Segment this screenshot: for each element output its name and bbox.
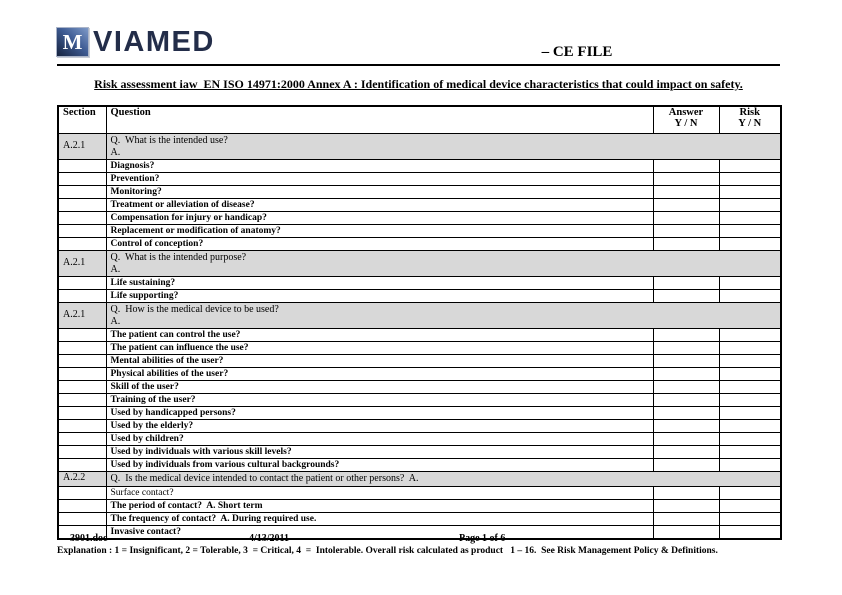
- footer-page-number: Page 1 of 6: [459, 533, 506, 544]
- answer-cell: [653, 238, 719, 251]
- section-cell-empty: [58, 499, 106, 512]
- section-cell-empty: [58, 446, 106, 459]
- risk-cell: [719, 186, 781, 199]
- item-question-cell: The patient can control the use?: [106, 329, 653, 342]
- risk-cell: [719, 420, 781, 433]
- column-header-answer-sub: Y / N: [674, 118, 698, 129]
- question-cell: [106, 472, 781, 487]
- assessment-table-body: [58, 134, 781, 539]
- risk-cell: [719, 355, 781, 368]
- section-cell-empty: [58, 486, 106, 499]
- table-header: [58, 106, 781, 134]
- item-question-cell: Used by individuals from various cultural backgrounds?: [106, 459, 653, 472]
- item-question-cell: Skill of the user?: [106, 381, 653, 394]
- risk-cell: [719, 290, 781, 303]
- answer-cell: [653, 199, 719, 212]
- question-row: [58, 251, 781, 277]
- item-question-cell: Invasive contact?: [106, 525, 653, 539]
- item-row: [58, 407, 781, 420]
- risk-cell: [719, 212, 781, 225]
- column-header-answer: [653, 106, 719, 134]
- risk-cell: [719, 368, 781, 381]
- item-question-cell: Mental abilities of the user?: [106, 355, 653, 368]
- item-question-cell: Used by children?: [106, 433, 653, 446]
- risk-cell: [719, 381, 781, 394]
- question-text: Q. What is the intended use?: [110, 135, 228, 146]
- answer-cell: [653, 173, 719, 186]
- item-row: [58, 342, 781, 355]
- item-question-cell: Diagnosis?: [106, 160, 653, 173]
- item-question-cell: The period of contact? A. Short term: [106, 499, 653, 512]
- section-cell-empty: [58, 277, 106, 290]
- risk-cell: [719, 499, 781, 512]
- risk-cell: [719, 342, 781, 355]
- item-row: [58, 238, 781, 251]
- section-cell: A.2.1: [58, 251, 106, 277]
- item-question-cell: Surface contact?: [106, 486, 653, 499]
- risk-cell: [719, 486, 781, 499]
- item-question-cell: Compensation for injury or handicap?: [106, 212, 653, 225]
- item-row: [58, 186, 781, 199]
- section-cell-empty: [58, 459, 106, 472]
- item-question-cell: Replacement or modification of anatomy?: [106, 225, 653, 238]
- item-question-cell: Training of the user?: [106, 394, 653, 407]
- item-row: [58, 290, 781, 303]
- item-question-cell: The frequency of contact? A. During required use.: [106, 512, 653, 525]
- footer-explanation: Explanation : 1 = Insignificant, 2 = Tolerable, 3 = Critical, 4 = Intolerable. Overall risk calculated as product 1 – 16. See Risk Management Policy & Definitions.: [57, 546, 718, 556]
- question-text: Q. How is the medical device to be used?: [110, 304, 279, 315]
- section-cell: A.2.1: [58, 303, 106, 329]
- answer-cell: [653, 355, 719, 368]
- section-cell-empty: [58, 186, 106, 199]
- section-cell-empty: [58, 199, 106, 212]
- footer-line: [57, 533, 780, 546]
- question-cell: [106, 303, 781, 329]
- item-question-cell: The patient can influence the use?: [106, 342, 653, 355]
- column-header-risk: [719, 106, 781, 134]
- section-cell-empty: [58, 433, 106, 446]
- item-row: [58, 420, 781, 433]
- item-row: [58, 173, 781, 186]
- section-cell-empty: [58, 420, 106, 433]
- risk-cell: [719, 225, 781, 238]
- risk-cell: [719, 512, 781, 525]
- section-cell-empty: [58, 381, 106, 394]
- item-row: [58, 329, 781, 342]
- item-row: [58, 355, 781, 368]
- item-row: [58, 512, 781, 525]
- risk-cell: [719, 394, 781, 407]
- answer-cell: [653, 290, 719, 303]
- item-row: [58, 459, 781, 472]
- question-text: Q. Is the medical device intended to contact the patient or other persons? A.: [110, 473, 419, 484]
- risk-cell: [719, 329, 781, 342]
- answer-cell: [653, 486, 719, 499]
- question-row: [58, 303, 781, 329]
- risk-cell: [719, 199, 781, 212]
- answer-cell: [653, 186, 719, 199]
- item-row: [58, 225, 781, 238]
- item-row: [58, 212, 781, 225]
- viamed-logo-m-icon: M: [56, 27, 89, 57]
- answer-cell: [653, 212, 719, 225]
- section-cell-empty: [58, 225, 106, 238]
- risk-cell: [719, 160, 781, 173]
- risk-cell: [719, 407, 781, 420]
- section-cell-empty: [58, 173, 106, 186]
- item-question-cell: Used by the elderly?: [106, 420, 653, 433]
- question-text: Q. What is the intended purpose?: [110, 252, 247, 263]
- item-question-cell: Treatment or alleviation of disease?: [106, 199, 653, 212]
- section-cell-empty: [58, 329, 106, 342]
- item-question-cell: Monitoring?: [106, 186, 653, 199]
- section-cell-empty: [58, 212, 106, 225]
- answer-cell: [653, 512, 719, 525]
- section-cell: A.2.2: [58, 472, 106, 487]
- item-question-cell: Used by individuals with various skill levels?: [106, 446, 653, 459]
- answer-cell: [653, 407, 719, 420]
- table-header-row: [58, 106, 781, 134]
- risk-cell: [719, 433, 781, 446]
- footer-date: 4/13/2011: [249, 533, 290, 544]
- item-row: [58, 199, 781, 212]
- risk-cell: [719, 459, 781, 472]
- viamed-wordmark: VIAMED: [93, 26, 215, 58]
- viamed-logo: [56, 27, 215, 57]
- section-cell-empty: [58, 290, 106, 303]
- item-row: [58, 433, 781, 446]
- answer-cell: [653, 277, 719, 290]
- answer-cell: [653, 381, 719, 394]
- question-cell: [106, 251, 781, 277]
- item-row: [58, 160, 781, 173]
- item-row: [58, 368, 781, 381]
- section-cell-empty: [58, 512, 106, 525]
- item-question-cell: Physical abilities of the user?: [106, 368, 653, 381]
- answer-cell: [653, 225, 719, 238]
- item-row: [58, 499, 781, 512]
- item-row: [58, 446, 781, 459]
- risk-cell: [719, 277, 781, 290]
- item-question-cell: Control of conception?: [106, 238, 653, 251]
- section-cell-empty: [58, 355, 106, 368]
- ce-file-label: – CE FILE: [541, 44, 613, 60]
- risk-assessment-table: [57, 105, 782, 540]
- answer-cell: [653, 433, 719, 446]
- column-header-risk-sub: Y / N: [738, 118, 762, 129]
- risk-cell: [719, 446, 781, 459]
- column-header-question: Question: [106, 106, 653, 134]
- column-header-risk-label: Risk: [739, 107, 760, 118]
- item-question-cell: Life sustaining?: [106, 277, 653, 290]
- section-cell-empty: [58, 342, 106, 355]
- answer-cell: [653, 329, 719, 342]
- section-cell: A.2.1: [58, 134, 106, 160]
- answer-cell: [653, 342, 719, 355]
- question-row: [58, 134, 781, 160]
- answer-prefix-text: A.: [110, 315, 121, 327]
- item-row: [58, 381, 781, 394]
- answer-cell: [653, 368, 719, 381]
- section-cell-empty: [58, 407, 106, 420]
- header-divider: [57, 64, 780, 66]
- item-question-cell: Life supporting?: [106, 290, 653, 303]
- column-header-section: Section: [58, 106, 106, 134]
- item-row: [58, 394, 781, 407]
- answer-cell: [653, 459, 719, 472]
- document-title: Risk assessment iaw EN ISO 14971:2000 Annex A : Identification of medical device characteristics that could impact on safety.: [94, 77, 743, 91]
- answer-prefix-text: A.: [110, 263, 121, 275]
- answer-cell: [653, 420, 719, 433]
- section-cell-empty: [58, 160, 106, 173]
- item-row: [58, 277, 781, 290]
- risk-cell: [719, 173, 781, 186]
- item-row: [58, 486, 781, 499]
- section-cell-empty: [58, 394, 106, 407]
- footer-file-name: 3901.doc: [70, 533, 108, 544]
- question-row: [58, 472, 781, 487]
- section-cell-empty: [58, 368, 106, 381]
- answer-cell: [653, 499, 719, 512]
- answer-cell: [653, 446, 719, 459]
- answer-cell: [653, 394, 719, 407]
- item-question-cell: Prevention?: [106, 173, 653, 186]
- column-header-answer-label: Answer: [668, 107, 704, 118]
- item-question-cell: Used by handicapped persons?: [106, 407, 653, 420]
- risk-cell: [719, 238, 781, 251]
- answer-cell: [653, 160, 719, 173]
- section-cell-empty: [58, 238, 106, 251]
- answer-prefix-text: A.: [110, 146, 121, 158]
- question-cell: [106, 134, 781, 160]
